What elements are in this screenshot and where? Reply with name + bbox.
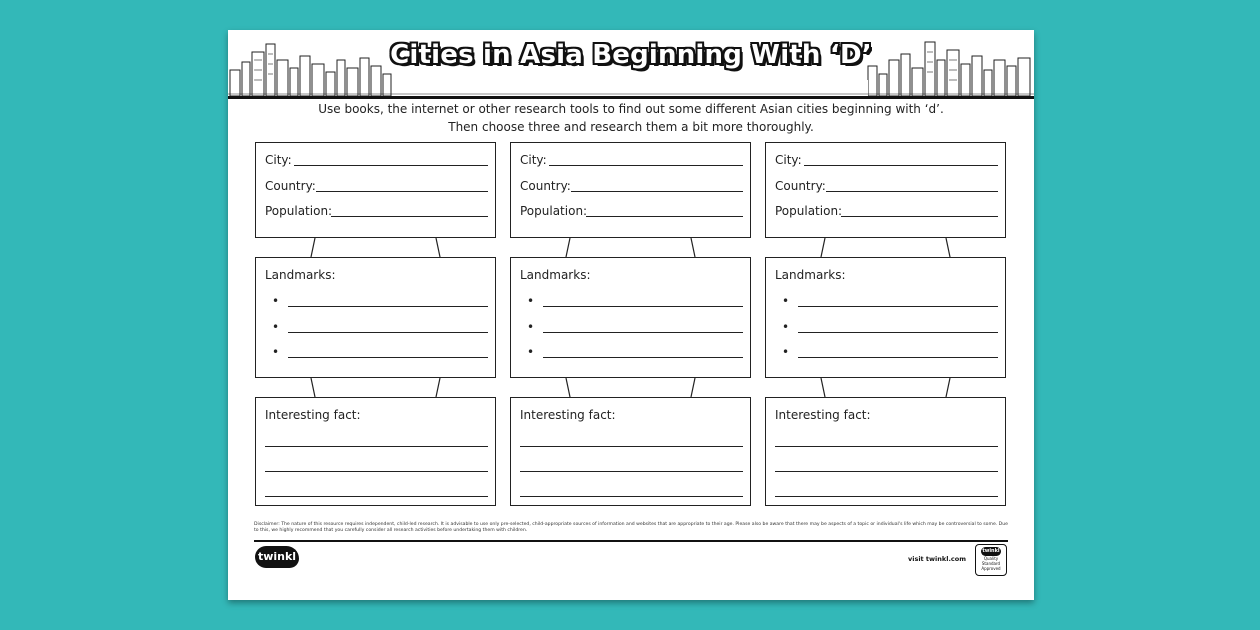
country-field-line[interactable] [571,191,743,192]
population-label: Population: [775,204,843,218]
worksheet-page [228,30,1034,600]
country-field-line[interactable] [316,191,488,192]
city-field-line[interactable] [549,165,743,166]
population-field-line[interactable] [331,216,488,217]
population-label: Population: [265,204,333,218]
fact-field-line[interactable] [265,496,488,497]
city-field-line[interactable] [804,165,998,166]
country-label: Country: [520,179,571,193]
landmarks-label: Landmarks: [265,268,336,282]
city-info-box [255,142,496,238]
fact-box [765,397,1006,506]
landmark-field-line[interactable] [288,332,488,333]
instructions-line-1: Use books, the internet or other research tools to find out some different Asian cities beginning with ‘d’. [318,102,944,116]
landmarks-box [765,257,1006,378]
bullet: • [527,294,535,308]
bullet: • [527,320,535,334]
fact-label: Interesting fact: [775,408,871,422]
city-field-line[interactable] [294,165,488,166]
population-field-line[interactable] [841,216,998,217]
fact-box [510,397,751,506]
quality-badge-icon [975,544,1007,576]
fact-field-line[interactable] [265,471,488,472]
landmark-field-line[interactable] [543,357,743,358]
population-label: Population: [520,204,588,218]
fact-field-line[interactable] [775,496,998,497]
landmark-field-line[interactable] [543,306,743,307]
landmarks-box [510,257,751,378]
city-label: City: [265,153,292,167]
city-info-box [510,142,751,238]
fact-field-line[interactable] [520,446,743,447]
connector [765,378,1006,398]
bullet: • [272,294,280,308]
disclaimer-text: Disclaimer: The nature of this resource requires independent, child-led research. It is advisable to use only pre-selected, child-appropriate sources of information and websites that are appropriate to their age. Please also be aware that there may be aspects of a topic or individual's life which may be controversial to some. Due to this, we highly recommend that you carefully consider all research activities before undertaking them with children. [254,522,1008,533]
landmark-field-line[interactable] [798,332,998,333]
connector [510,238,751,258]
country-label: Country: [265,179,316,193]
city-label: City: [775,153,802,167]
fact-label: Interesting fact: [520,408,616,422]
connector [255,238,496,258]
city-info-box [765,142,1006,238]
fact-field-line[interactable] [265,446,488,447]
bullet: • [272,320,280,334]
instructions [228,100,1034,136]
bullet: • [782,294,790,308]
bullet: • [782,345,790,359]
country-field-line[interactable] [826,191,998,192]
twinkl-logo[interactable]: twinkl [255,546,299,568]
worksheet-title: Cities in Asia Beginning With ‘D’ [390,40,872,70]
bullet: • [527,345,535,359]
landmark-field-line[interactable] [288,306,488,307]
population-field-line[interactable] [586,216,743,217]
bullet: • [782,320,790,334]
instructions-line-2: Then choose three and research them a bit more thoroughly. [448,120,814,134]
connector [765,238,1006,258]
connector [255,378,496,398]
skyline-banner [228,30,1034,99]
fact-label: Interesting fact: [265,408,361,422]
landmark-field-line[interactable] [288,357,488,358]
badge-text: Quality Standard Approved [981,556,1001,571]
connector [510,378,751,398]
fact-field-line[interactable] [775,471,998,472]
fact-box [255,397,496,506]
country-label: Country: [775,179,826,193]
footer-divider [254,540,1008,542]
landmark-field-line[interactable] [798,357,998,358]
fact-field-line[interactable] [775,446,998,447]
landmark-field-line[interactable] [543,332,743,333]
fact-field-line[interactable] [520,471,743,472]
landmarks-label: Landmarks: [520,268,591,282]
badge-logo: twinkl [982,548,1000,554]
city-label: City: [520,153,547,167]
landmark-field-line[interactable] [798,306,998,307]
visit-link[interactable]: visit twinkl.com [908,555,967,563]
landmarks-label: Landmarks: [775,268,846,282]
landmarks-box [255,257,496,378]
bullet: • [272,345,280,359]
fact-field-line[interactable] [520,496,743,497]
